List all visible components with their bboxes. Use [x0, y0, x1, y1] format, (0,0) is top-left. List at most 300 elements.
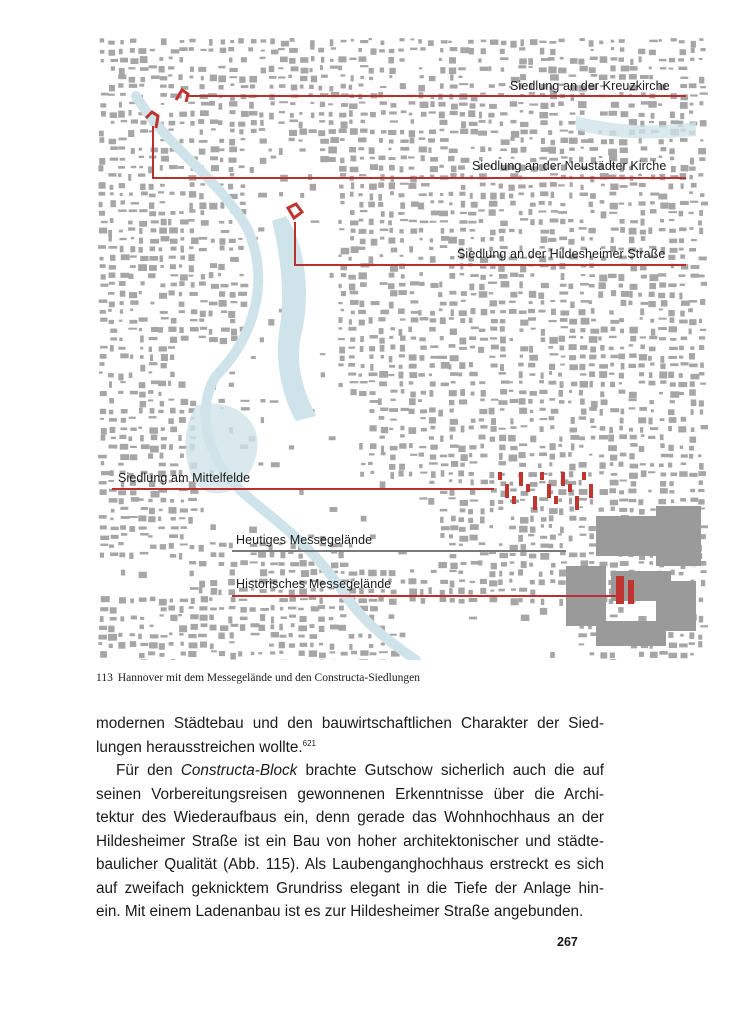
building	[551, 210, 558, 213]
building	[369, 77, 373, 80]
building	[138, 173, 145, 176]
exhibition-hall	[596, 621, 666, 646]
building	[279, 84, 285, 88]
building	[440, 138, 449, 142]
building	[190, 489, 198, 493]
building	[699, 38, 703, 41]
building	[238, 292, 247, 296]
building	[540, 608, 547, 615]
building	[171, 318, 177, 324]
building	[140, 617, 144, 620]
building	[480, 444, 484, 449]
building	[460, 228, 466, 232]
building	[378, 202, 383, 207]
building	[700, 625, 708, 627]
building	[659, 139, 664, 144]
building	[450, 435, 453, 440]
building	[650, 193, 659, 196]
building	[269, 148, 272, 151]
building	[540, 191, 548, 196]
building	[160, 201, 166, 203]
building	[289, 633, 293, 637]
building	[650, 319, 654, 323]
building	[140, 643, 148, 646]
building	[569, 344, 577, 350]
building	[610, 455, 617, 461]
building	[138, 634, 142, 640]
building	[179, 327, 183, 333]
building	[228, 157, 236, 162]
building	[491, 563, 497, 569]
building	[228, 616, 232, 623]
building	[228, 311, 235, 318]
building	[409, 167, 415, 170]
building	[369, 68, 374, 74]
building	[458, 372, 462, 376]
building	[370, 335, 378, 339]
building	[160, 165, 163, 171]
building	[99, 481, 107, 484]
building	[598, 291, 603, 298]
building	[650, 201, 655, 204]
building	[358, 310, 366, 314]
building	[321, 75, 328, 78]
building	[421, 112, 427, 117]
building	[221, 230, 230, 233]
building	[550, 353, 559, 355]
building	[319, 597, 322, 603]
building	[610, 614, 618, 617]
building	[400, 381, 404, 386]
building	[149, 337, 158, 340]
building	[578, 309, 585, 315]
building	[589, 552, 594, 554]
leader-heutiges-messe	[232, 550, 566, 552]
building	[690, 374, 699, 380]
building	[468, 518, 473, 523]
building	[448, 156, 454, 161]
building	[560, 527, 564, 534]
building	[400, 219, 408, 221]
building	[201, 508, 204, 513]
building	[99, 131, 104, 137]
building	[140, 77, 144, 82]
building	[630, 182, 638, 185]
building	[170, 615, 177, 621]
building	[438, 292, 442, 297]
building	[591, 436, 596, 440]
building	[448, 454, 454, 458]
building	[601, 184, 605, 186]
building	[648, 436, 655, 439]
building	[499, 435, 506, 441]
building	[370, 652, 377, 655]
building	[380, 101, 387, 105]
building	[668, 372, 674, 378]
building	[689, 175, 693, 179]
building	[510, 553, 516, 556]
building	[159, 653, 164, 657]
building	[219, 607, 224, 610]
building	[179, 417, 186, 423]
building	[151, 434, 158, 440]
building	[400, 238, 404, 243]
building	[560, 149, 564, 154]
building	[568, 401, 571, 404]
building	[638, 293, 642, 297]
building	[399, 365, 403, 369]
building	[330, 59, 334, 62]
building	[658, 273, 666, 276]
building	[109, 644, 113, 648]
building	[681, 183, 684, 189]
building	[388, 57, 394, 64]
building	[100, 318, 107, 322]
building	[120, 40, 123, 44]
building	[641, 101, 650, 105]
building	[441, 526, 450, 530]
building	[419, 131, 424, 134]
building	[230, 257, 239, 262]
building	[320, 353, 325, 355]
building	[640, 427, 643, 433]
building	[119, 281, 126, 286]
building	[329, 436, 336, 440]
building	[331, 562, 338, 568]
building	[450, 329, 457, 335]
building	[258, 227, 264, 231]
building	[538, 210, 546, 212]
building	[580, 336, 583, 339]
building	[338, 302, 342, 304]
building	[291, 66, 299, 71]
building	[509, 579, 512, 583]
building	[430, 363, 435, 368]
building	[170, 463, 179, 466]
building	[120, 427, 127, 430]
building	[510, 399, 519, 403]
building	[389, 273, 395, 278]
building	[569, 516, 576, 521]
building	[648, 301, 656, 307]
settlement-hildesheimer-strasse	[288, 204, 302, 218]
building	[131, 148, 135, 154]
building	[189, 275, 194, 277]
building	[460, 508, 466, 512]
building	[140, 533, 149, 536]
building	[699, 598, 703, 603]
building	[620, 561, 629, 566]
building	[450, 372, 458, 376]
leader-neustaedter-vertical	[152, 126, 154, 179]
building	[140, 56, 148, 63]
building	[400, 202, 405, 209]
building	[311, 220, 320, 222]
building	[99, 192, 106, 196]
building	[459, 83, 468, 85]
building	[608, 445, 617, 451]
building	[271, 605, 275, 610]
building	[199, 318, 204, 321]
building	[539, 67, 547, 72]
building	[650, 209, 656, 213]
building	[388, 130, 396, 135]
building	[418, 310, 421, 316]
building	[300, 643, 308, 647]
building	[468, 40, 474, 44]
building	[449, 543, 456, 546]
building	[410, 291, 415, 294]
building	[251, 652, 255, 655]
building	[149, 202, 154, 209]
building	[519, 588, 527, 592]
building	[410, 300, 418, 303]
building	[649, 381, 656, 386]
building	[580, 328, 585, 332]
building	[639, 192, 642, 196]
building	[541, 599, 544, 605]
building	[658, 103, 662, 106]
building	[679, 211, 684, 217]
building	[670, 472, 677, 476]
building	[111, 535, 119, 539]
building	[429, 76, 436, 81]
building	[460, 389, 465, 396]
building	[510, 201, 516, 206]
building	[300, 76, 307, 81]
building	[579, 436, 585, 440]
building	[188, 634, 196, 638]
building	[619, 490, 624, 494]
building	[539, 579, 545, 585]
building	[219, 291, 225, 296]
building	[500, 319, 506, 323]
building	[331, 47, 336, 49]
building	[620, 418, 624, 424]
building	[700, 363, 704, 368]
building	[128, 221, 133, 225]
building	[510, 41, 516, 48]
building	[320, 139, 329, 144]
building	[628, 489, 636, 494]
building	[620, 147, 628, 153]
building	[469, 122, 478, 126]
building	[430, 311, 435, 316]
building	[370, 164, 378, 170]
building	[239, 599, 247, 601]
building	[288, 75, 292, 78]
building	[549, 337, 558, 344]
building	[638, 417, 646, 423]
building	[490, 337, 497, 339]
building	[190, 614, 198, 619]
building	[619, 139, 627, 145]
building	[509, 229, 514, 232]
building	[300, 193, 304, 198]
building	[141, 507, 148, 510]
building	[149, 265, 157, 271]
building	[118, 173, 121, 177]
caption-text: Hannover mit dem Messegelände und den Constructa-Siedlungen	[117, 672, 420, 684]
building	[219, 300, 227, 307]
building	[228, 579, 235, 585]
building	[599, 371, 607, 378]
building	[548, 238, 556, 242]
building	[440, 83, 444, 88]
building	[229, 383, 234, 387]
building	[469, 318, 473, 323]
building	[329, 112, 333, 117]
building	[700, 48, 705, 51]
building	[181, 336, 189, 341]
building	[489, 201, 498, 207]
building	[359, 202, 363, 208]
building	[478, 435, 485, 440]
building	[231, 597, 236, 602]
building	[209, 597, 212, 600]
building	[281, 41, 289, 47]
building	[629, 327, 637, 334]
building	[471, 326, 479, 329]
footnote-marker: 621	[302, 738, 316, 748]
building	[249, 76, 257, 83]
building	[349, 355, 355, 358]
building	[511, 148, 518, 154]
building	[210, 608, 217, 611]
building	[420, 417, 425, 419]
building	[379, 138, 383, 143]
building	[139, 382, 146, 388]
building	[560, 452, 566, 457]
building	[351, 651, 357, 655]
building	[111, 509, 115, 513]
building	[689, 83, 697, 88]
building	[129, 84, 137, 88]
building	[639, 354, 647, 360]
building	[699, 157, 705, 161]
building	[429, 436, 434, 440]
building	[219, 238, 225, 244]
building	[248, 47, 253, 51]
building	[179, 302, 185, 307]
building	[130, 490, 136, 495]
building	[469, 617, 477, 620]
building	[379, 436, 384, 439]
building	[129, 553, 133, 559]
building	[520, 499, 525, 501]
building	[201, 102, 210, 106]
building	[179, 553, 182, 560]
building	[699, 480, 703, 485]
building	[230, 122, 235, 127]
building	[630, 220, 638, 223]
building	[480, 67, 488, 71]
building	[700, 570, 706, 573]
building	[100, 418, 104, 420]
building	[449, 202, 452, 205]
building	[698, 173, 703, 176]
building	[408, 578, 416, 584]
building	[231, 329, 237, 336]
building	[659, 282, 666, 287]
building	[389, 139, 394, 143]
building	[128, 174, 131, 181]
building	[530, 203, 536, 207]
building	[369, 372, 378, 376]
building	[679, 40, 685, 43]
building	[650, 427, 658, 430]
settlement-building	[533, 496, 537, 510]
building	[270, 562, 277, 565]
building	[341, 103, 348, 107]
settlement-building	[582, 472, 586, 480]
building	[118, 138, 126, 141]
building	[618, 462, 623, 467]
building	[440, 317, 446, 324]
building	[540, 399, 544, 403]
building	[639, 372, 644, 376]
building	[269, 113, 274, 120]
building	[459, 347, 467, 350]
building	[99, 515, 107, 519]
building	[399, 470, 404, 476]
building	[449, 273, 455, 279]
building	[180, 274, 188, 280]
building	[660, 67, 667, 69]
building	[500, 389, 507, 394]
building	[181, 399, 189, 405]
building	[591, 308, 595, 314]
building	[550, 535, 556, 540]
building	[579, 227, 587, 230]
building	[349, 644, 352, 650]
building	[549, 524, 552, 528]
building	[558, 211, 567, 214]
building	[559, 498, 562, 502]
building	[480, 338, 488, 341]
building	[570, 302, 574, 308]
settlement-building	[589, 484, 593, 498]
building	[389, 211, 393, 217]
building	[120, 93, 126, 96]
building	[148, 390, 153, 394]
building	[461, 185, 466, 190]
building	[129, 193, 133, 196]
building	[150, 545, 156, 549]
building	[140, 335, 144, 342]
building	[130, 454, 138, 460]
building	[310, 184, 316, 191]
building	[380, 570, 386, 576]
building	[319, 643, 323, 646]
building	[340, 74, 345, 76]
building	[139, 317, 148, 321]
building	[480, 275, 485, 280]
building	[169, 113, 173, 117]
building	[660, 481, 666, 487]
building	[249, 102, 254, 109]
building	[399, 229, 403, 233]
building	[569, 553, 578, 558]
building	[301, 570, 309, 577]
building	[260, 120, 263, 126]
building	[110, 192, 114, 195]
building	[560, 57, 564, 60]
building	[640, 219, 644, 226]
building	[569, 228, 574, 232]
building	[539, 452, 547, 456]
building	[448, 364, 451, 369]
